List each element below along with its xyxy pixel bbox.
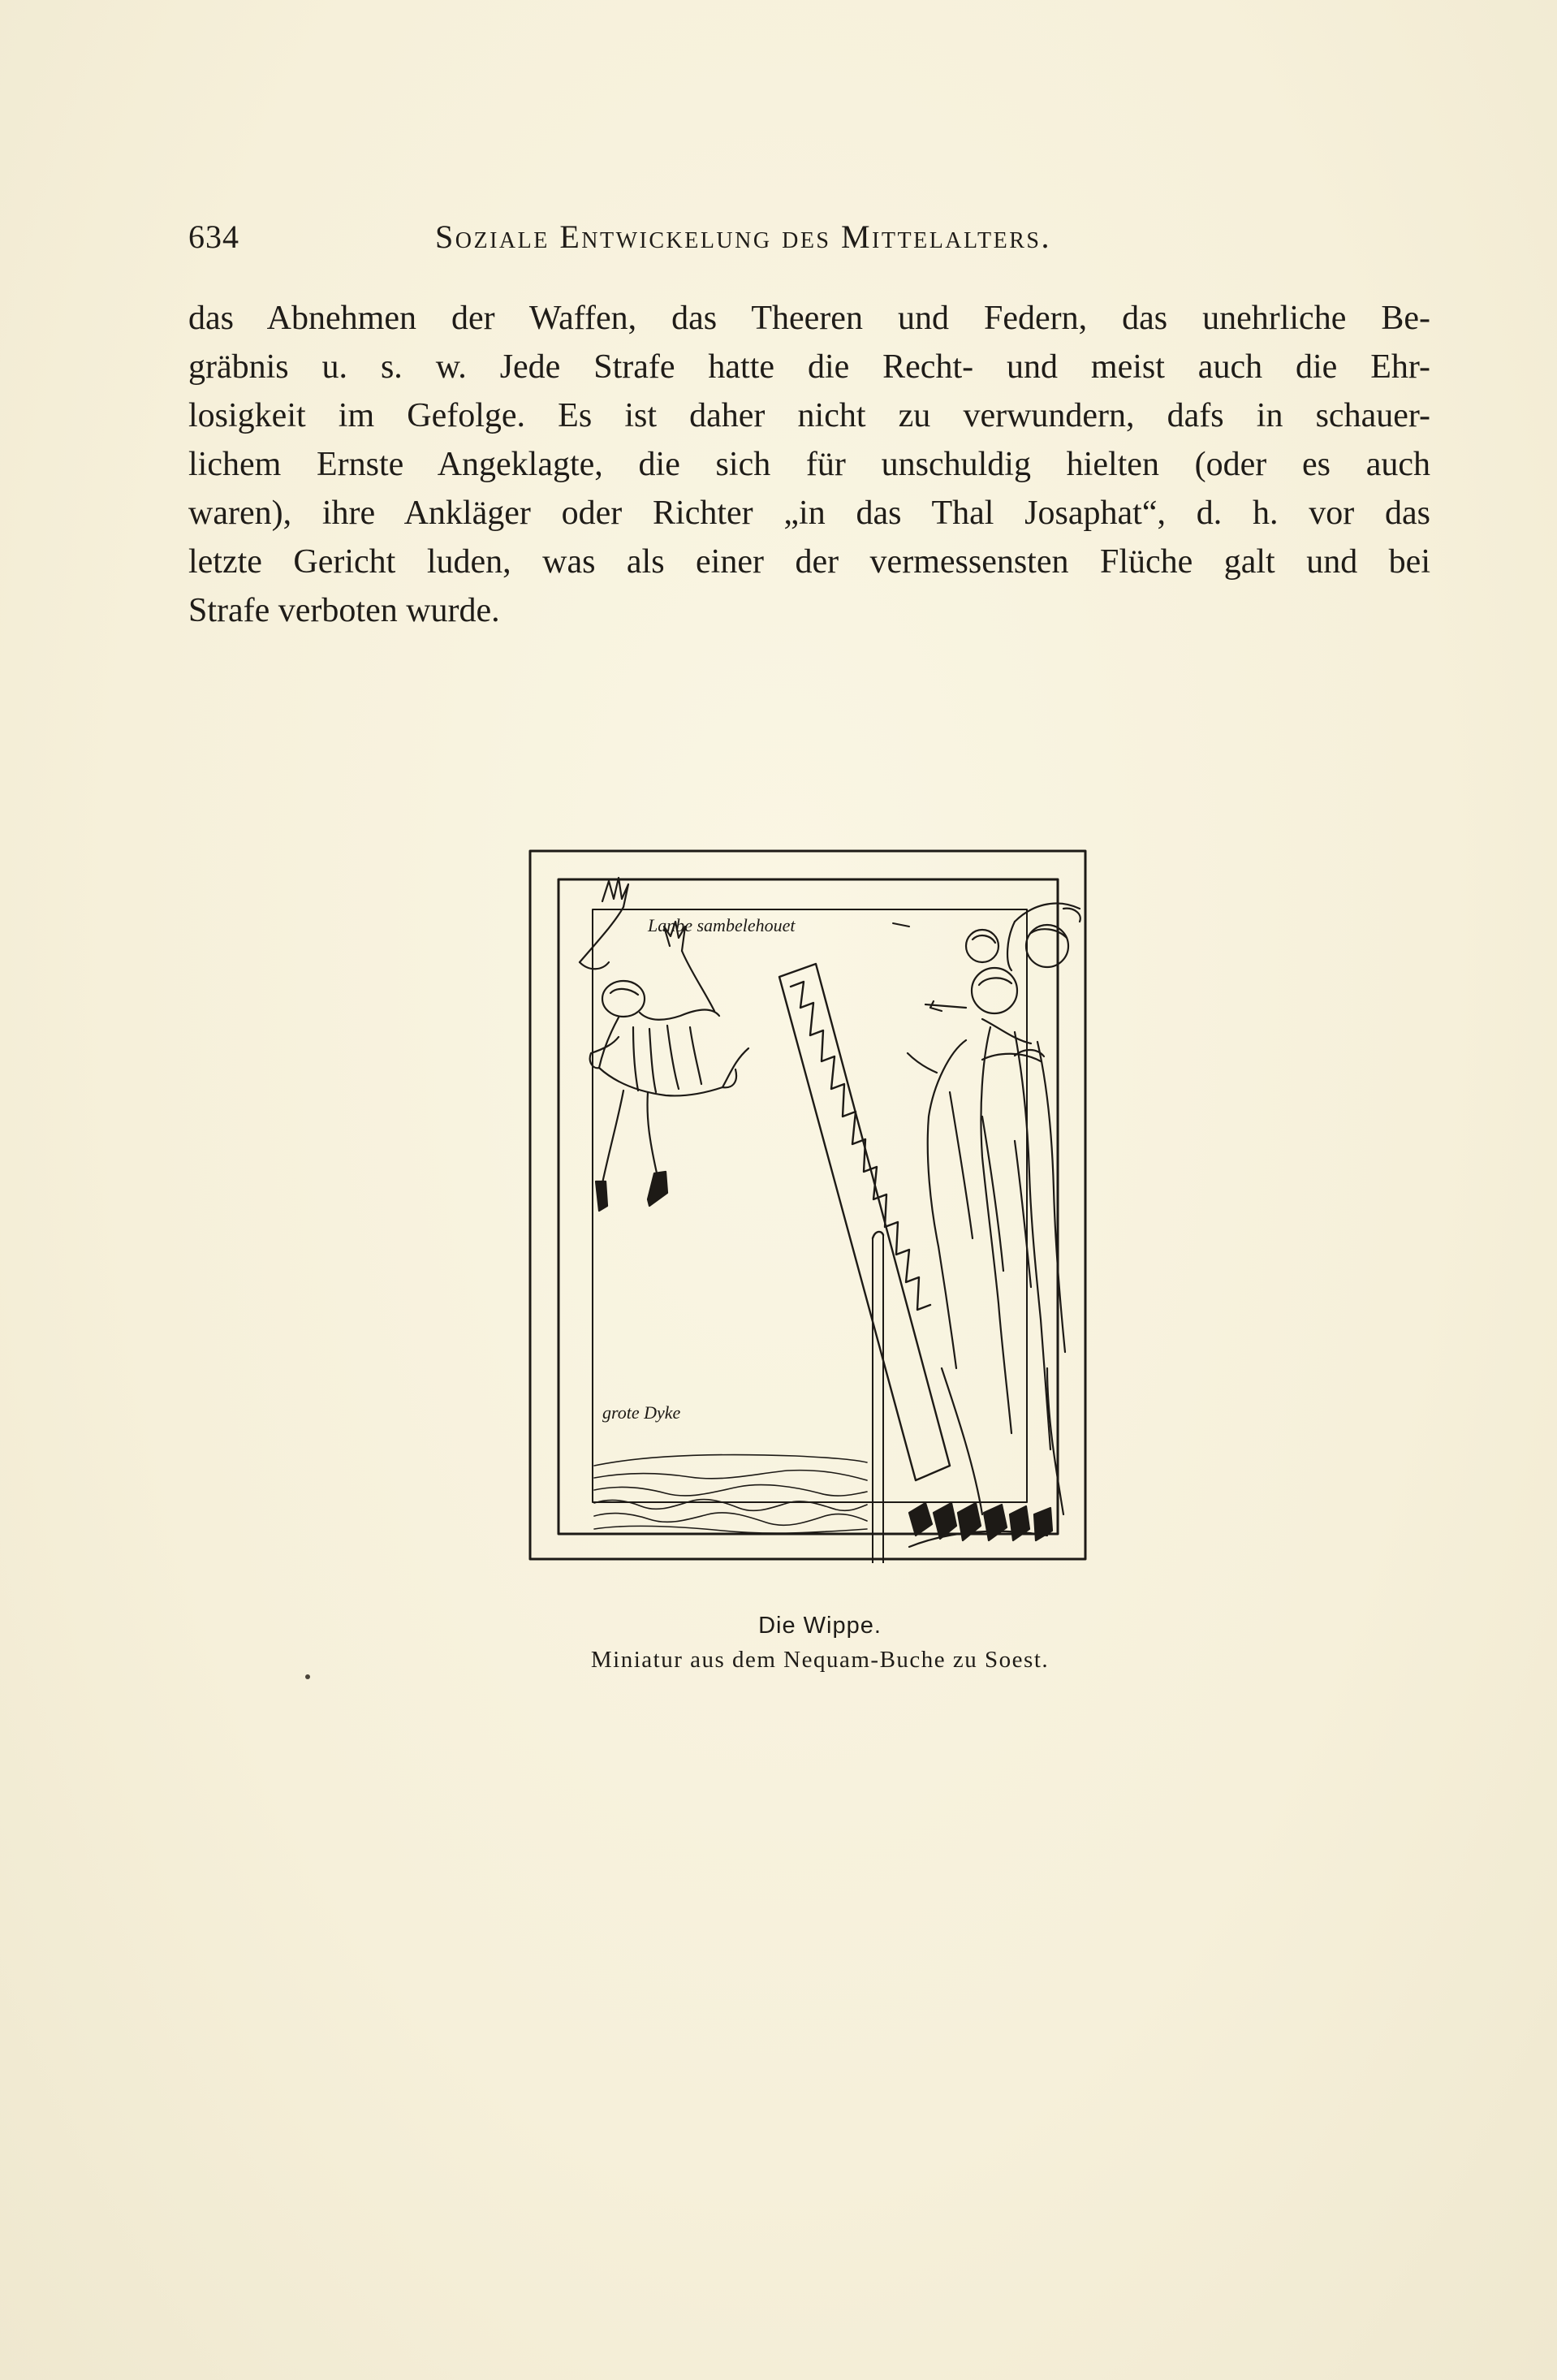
inscription-bottom: grote Dyke [602,1402,681,1423]
miniature-illustration [528,849,1088,1563]
inner-frame [559,879,1058,1534]
paper-speck [305,1674,310,1679]
text-line: letzte Gericht luden, was als einer der vermessensten Flüche galt und bei [188,543,1430,581]
outer-frame [530,851,1085,1559]
body-paragraph [188,294,1430,635]
crowd-figures [908,903,1080,1547]
water-waves [594,1455,867,1534]
caption-title: Die Wippe. [758,1613,882,1639]
caption-subtitle: Miniatur aus dem Nequam-Buche zu Soest. [590,1647,1050,1673]
page-header [188,218,1430,258]
inscription-top: Lanbe sambelehouet [648,915,796,935]
text-line: waren), ihre Ankläger oder Richter „in das Thal Josaphat“, d. h. vor das [188,495,1430,532]
text-line: losigkeit im Gefolge. Es ist daher nicht zu verwundern, dafs in schauer- [188,397,1430,434]
text-line: gräbnis u. s. w. Jede Strafe hatte die Recht- und meist auch die Ehr- [188,348,1430,386]
wippe-plank [779,964,950,1563]
text-line: das Abnehmen der Waffen, das Theeren und Federn, das unehrliche Be- [188,300,1430,337]
figure-caption [455,1608,1185,1676]
text-line: Strafe verboten wurde. [188,592,500,629]
wippe-drawing [528,849,1088,1563]
page-number: 634 [188,218,239,255]
running-title: Soziale Entwickelung des Mittelalters. [435,218,1052,255]
text-line: lichem Ernste Angeklagte, die sich für unschuldig hielten (oder es auch [188,446,1430,483]
